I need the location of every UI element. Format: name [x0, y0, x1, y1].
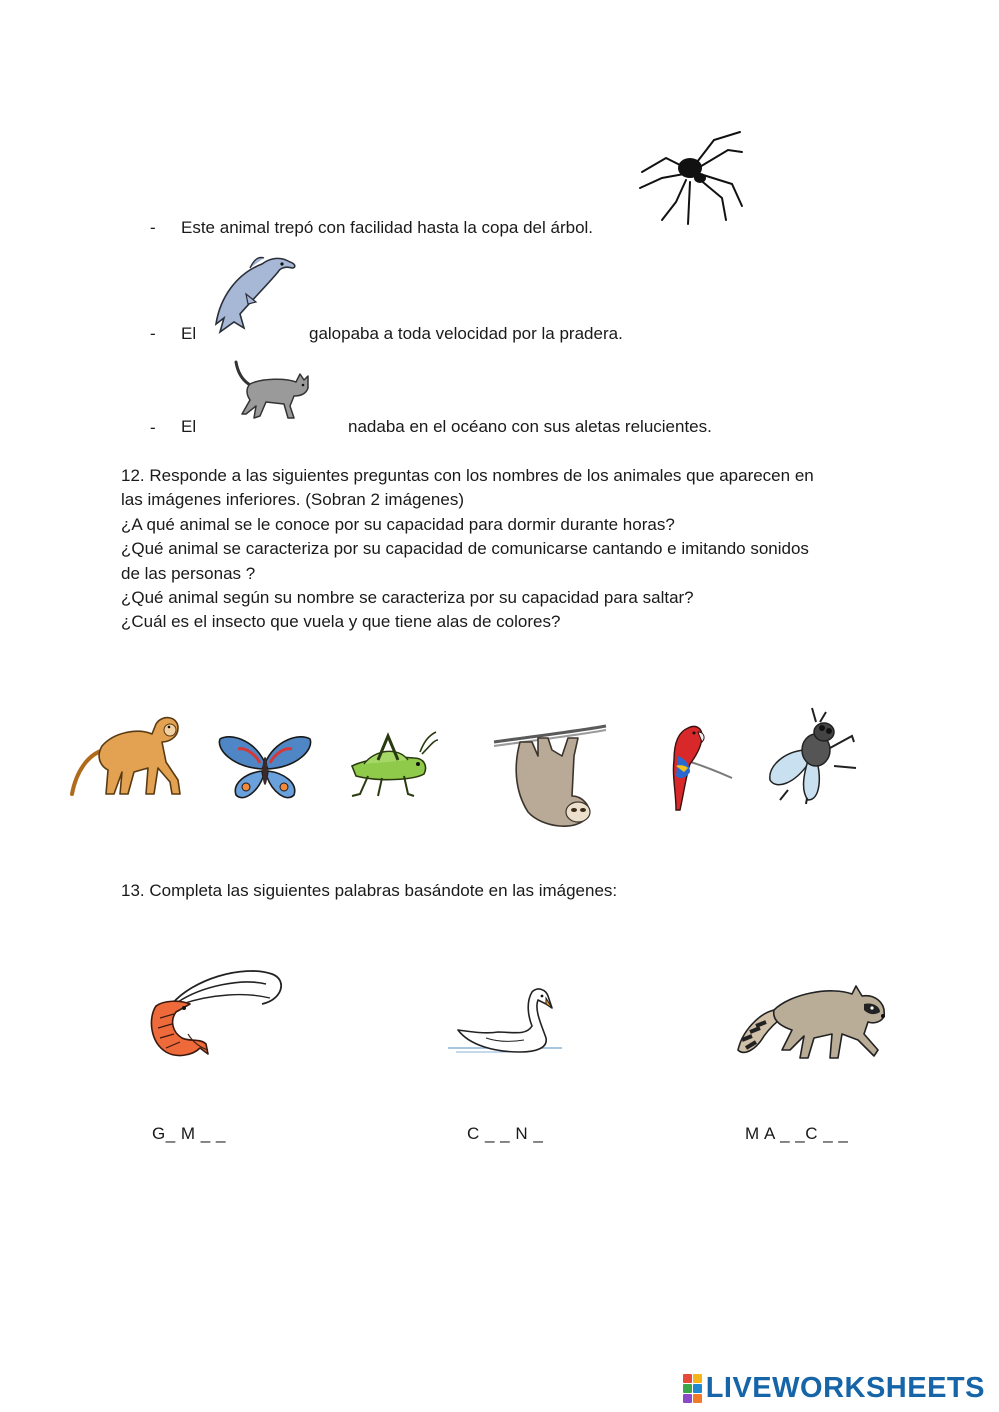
question-13-title: 13. Completa las siguientes palabras basándote en las imágenes: [121, 881, 618, 900]
sentence-3-end: nadaba en el océano con sus aletas relucientes. [348, 417, 712, 436]
bullet-dash: - [150, 218, 156, 237]
word-blank-3: M A _ _C _ _ [745, 1124, 849, 1143]
question-12-line: ¿Cuál es el insecto que vuela y que tiene alas de colores? [121, 612, 561, 632]
grasshopper-image [348, 730, 440, 804]
sentence-3-start: El [181, 417, 197, 436]
bullet-dash: - [150, 418, 156, 437]
cat-image [232, 360, 314, 422]
sentence-2-end: galopaba a toda velocidad por la pradera. [309, 324, 623, 343]
word-blank-2: C _ _ N _ [467, 1124, 544, 1143]
question-12-line: ¿A qué animal se le conoce por su capacidad para dormir durante horas? [121, 514, 675, 534]
monkey-image [68, 710, 184, 802]
sentence-1: Este animal trepó con facilidad hasta la copa del árbol. [181, 218, 594, 237]
parrot-image [664, 720, 734, 814]
raccoon-image [734, 980, 890, 1066]
brand-text: LIVEWORKSHEETS [705, 1372, 985, 1404]
question-12-line: ¿Qué animal según su nombre se caracteriza por su capacidad para saltar? [121, 588, 694, 608]
question-12-line: de las personas ? [121, 563, 256, 583]
butterfly-image [216, 733, 314, 803]
bullet-dash: - [150, 324, 156, 343]
liveworksheets-logo [683, 1372, 985, 1405]
word-blank-1: G_ M _ _ [152, 1124, 226, 1143]
shrimp-image [142, 964, 288, 1064]
dolphin-image [206, 248, 298, 334]
swan-image [446, 986, 564, 1058]
fly-image [764, 706, 858, 806]
spider-image [636, 128, 746, 228]
brand-icon [683, 1374, 702, 1403]
sentence-2-start: El [181, 324, 197, 343]
question-12-line: 12. Responde a las siguientes preguntas con los nombres de los animales que aparecen en [121, 466, 814, 485]
question-12-block [121, 464, 891, 635]
question-12-line: las imágenes inferiores. (Sobran 2 imágenes) [121, 490, 465, 510]
question-12-line: ¿Qué animal se caracteriza por su capacidad de comunicarse cantando e imitando sonidos [121, 539, 809, 559]
sloth-image [492, 720, 608, 834]
